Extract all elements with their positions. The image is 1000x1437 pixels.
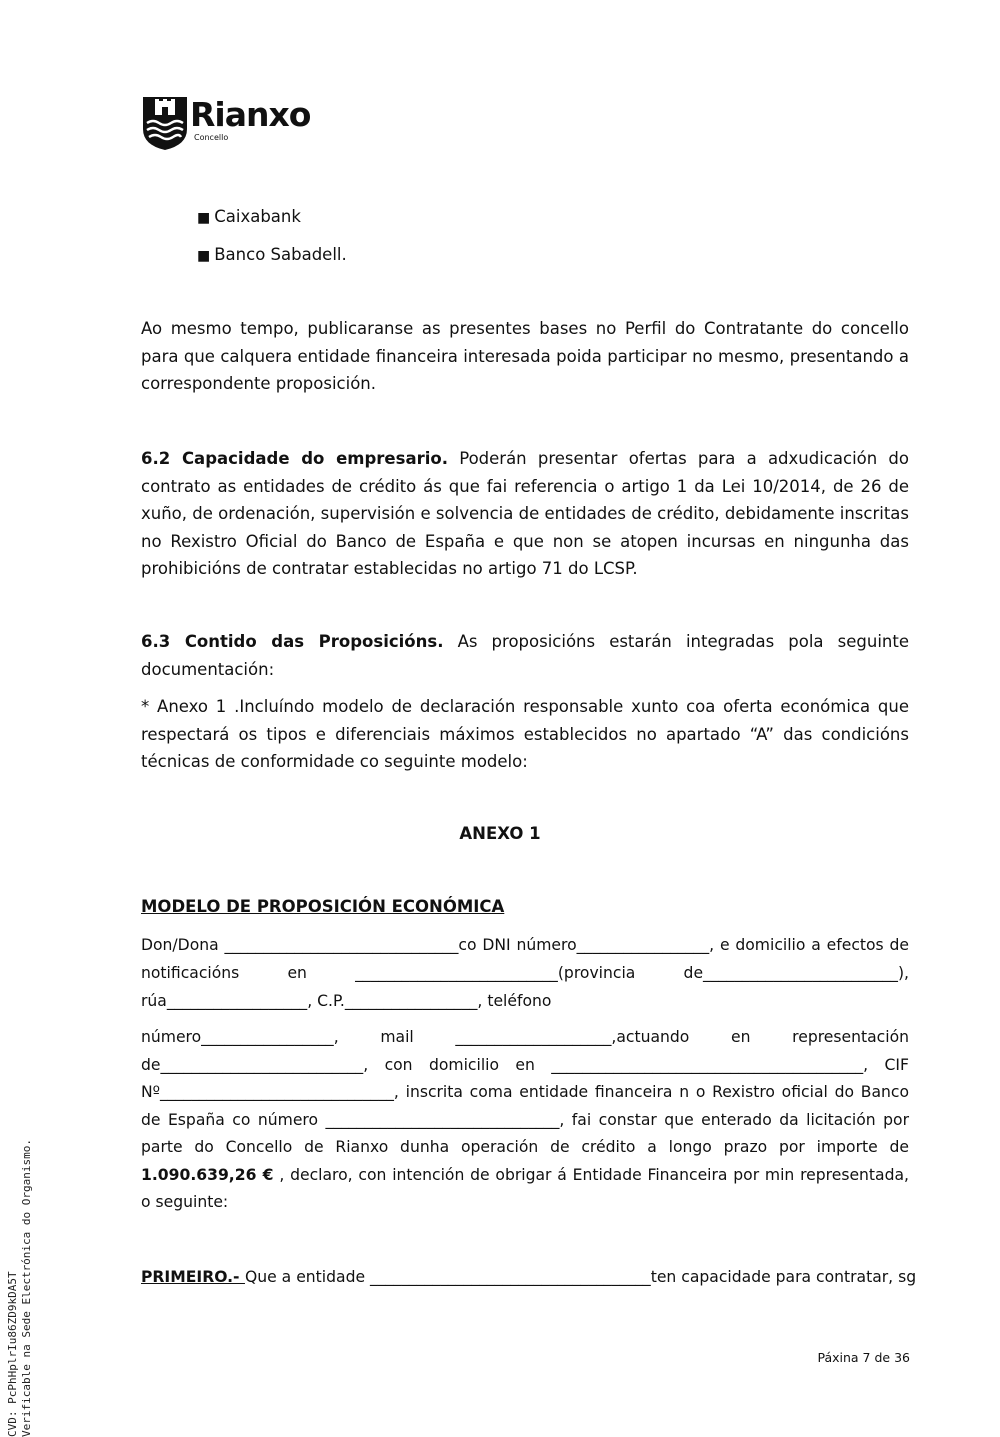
verification-code: CVD: PcPhHplrIu86ZD9kDA5T xyxy=(6,1271,19,1437)
square-bullet-icon: ■ xyxy=(197,248,211,264)
rianxo-shield-icon xyxy=(142,95,188,151)
list-item xyxy=(197,244,347,267)
form-block xyxy=(141,1024,909,1217)
verification-side-note xyxy=(6,1017,34,1437)
annex-title: ANEXO 1 xyxy=(459,824,541,843)
section-text: As proposicións estarán integradas pola seguinte documentación: xyxy=(141,632,909,679)
form-line-1: Don/Dona ______________________________co DNI número_________________, e domicilio a efectos de xyxy=(141,936,909,954)
verification-text: Verificable na Sede Electrónica do Organismo. xyxy=(20,1138,33,1437)
section-title: 6.2 Capacidade do empresario. xyxy=(141,449,448,468)
logo-subtitle: Concello xyxy=(194,133,229,142)
section-text: Poderán presentar ofertas para a adxudicación do contrato as entidades de crédito ás que fai referencia o artigo 1 da Lei 10/2014, de 26 de xuño, de ordenación, supervisión e solvencia de entidades de crédito, debidamente inscritas no Rexistro Oficial do Banco de España e que non se atopen incursas en ningunha das prohibicións de contratar establecidas no artigo 71 do LCSP. xyxy=(141,449,909,578)
form-line-2: notificacións en __________________________(provincia de_________________________), xyxy=(141,964,909,982)
form-text: número_________________, mail ____________________,actuando en representación de__________________________, con domicilio en ________________________________________, CIF Nº______________________________, inscrita coma entidade financeira n o Rexistro oficial do Banco de España co número ______________________________, fai constar que enterado da licitación por parte do Concello de Rianxo dunha operación de crédito a longo prazo por importe de xyxy=(141,1028,909,1156)
rianxo-logo xyxy=(142,95,352,155)
paragraph-6-3 xyxy=(141,628,909,683)
clause-text: Que a entidade ____________________________________ten capacidade para contratar, sg xyxy=(244,1268,917,1286)
paragraph-publicity: Ao mesmo tempo, publicaranse as presentes bases no Perfil do Contratante do concello para que calquera entidade financeira interesada poida participar no mesmo, presentando a correspondente proposición. xyxy=(141,319,909,393)
form-text: , declaro, con intención de obrigar á Entidade Financeira por min representada, o seguinte: xyxy=(141,1165,910,1211)
form-line-3: rúa__________________, C.P._________________, teléfono xyxy=(141,992,552,1010)
paragraph-6-2 xyxy=(141,445,909,583)
logo-wordmark: Rianxo xyxy=(190,95,311,134)
model-title: MODELO DE PROPOSICIÓN ECONÓMICA xyxy=(141,897,505,916)
paragraph-annex-note: * Anexo 1 .Incluíndo modelo de declaración responsable xunto coa oferta económica que respectará os tipos e diferenciais máximos establecidos no apartado “A” das condicións técnicas de conformidade co seguinte modelo: xyxy=(141,697,909,771)
list-item xyxy=(197,206,301,229)
primeiro-clause xyxy=(141,1264,917,1292)
loan-amount: 1.090.639,26 € xyxy=(141,1165,274,1184)
page-number: Páxina 7 de 36 xyxy=(817,1350,910,1365)
section-title: 6.3 Contido das Proposicións. xyxy=(141,632,444,651)
clause-label: PRIMEIRO.- xyxy=(141,1268,245,1286)
square-bullet-icon: ■ xyxy=(197,210,211,226)
bullet-text: Banco Sabadell. xyxy=(214,245,347,264)
bullet-text: Caixabank xyxy=(214,207,301,226)
